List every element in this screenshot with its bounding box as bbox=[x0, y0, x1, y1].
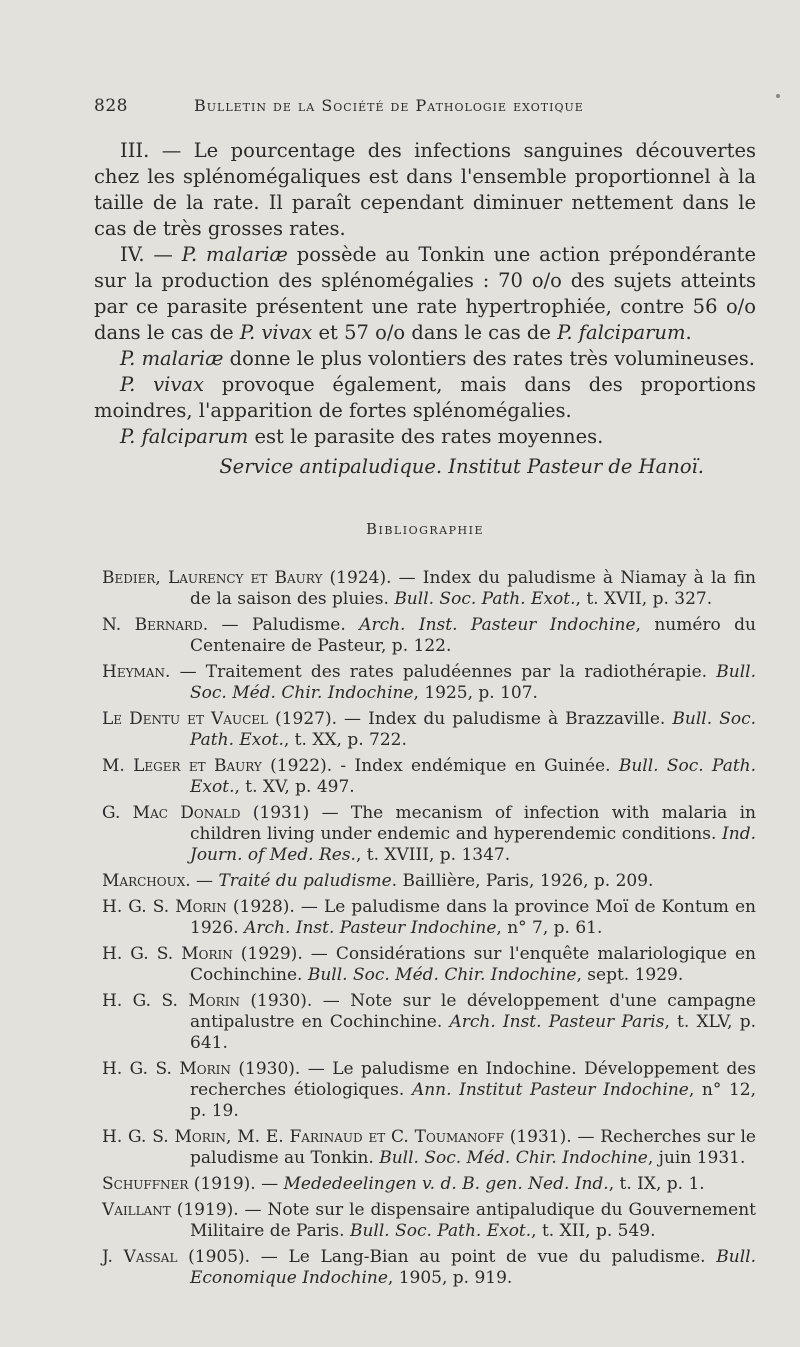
reference-journal: Arch. Inst. Pasteur Indochine bbox=[244, 918, 497, 938]
bibliography-list bbox=[102, 568, 756, 1289]
bibliography-entry bbox=[102, 944, 756, 986]
reference-details: , t. XVII, p. 327. bbox=[575, 589, 713, 609]
reference-details: , t. XVIII, p. 1347. bbox=[355, 845, 511, 865]
reference-text: (1919). — bbox=[188, 1174, 284, 1194]
reference-text: — Paludisme. bbox=[208, 615, 360, 635]
bibliography-entry bbox=[102, 1127, 756, 1169]
bibliography-entry bbox=[102, 871, 756, 892]
reference-journal: Traité du paludisme bbox=[218, 871, 392, 891]
reference-author: Vaillant bbox=[102, 1200, 171, 1220]
reference-text: (1924). — Index du paludisme à Niamay à la fin de la saison des pluies. bbox=[190, 568, 756, 609]
reference-journal: Bull. Soc. Path. Exot. bbox=[190, 756, 757, 797]
bibliography-entry bbox=[102, 615, 756, 657]
reference-author: Heyman. bbox=[102, 662, 171, 682]
reference-journal: Bull. Soc. Méd. Chir. Indochine bbox=[379, 1148, 648, 1168]
reference-author: N. Bernard. bbox=[102, 615, 209, 635]
reference-journal: Bull. Soc. Path. Exot. bbox=[190, 709, 756, 750]
reference-details: , juin 1931. bbox=[647, 1148, 746, 1168]
reference-details: , n° 12, p. 19. bbox=[190, 1080, 756, 1121]
reference-journal: Arch. Inst. Pasteur Paris bbox=[449, 1012, 665, 1032]
reference-author: G. Mac Donald bbox=[102, 803, 241, 823]
reference-author: Schuffner bbox=[102, 1174, 189, 1194]
bibliography-entry bbox=[102, 662, 756, 704]
reference-author: H. G. S. Morin bbox=[102, 897, 227, 917]
reference-author: Le Dentu et Vaucel bbox=[102, 709, 268, 729]
reference-author: M. Leger et Baury bbox=[102, 756, 262, 776]
reference-author: H. G. S. Morin, M. E. Farinaud et C. Toumanoff bbox=[102, 1127, 504, 1147]
reference-author: H. G. S. Morin bbox=[102, 991, 240, 1011]
reference-journal: Bull. Soc. Méd. Chir. Indochine bbox=[190, 662, 756, 703]
reference-details: . Baillière, Paris, 1926, p. 209. bbox=[391, 871, 654, 891]
reference-journal: Mededeelingen v. d. B. gen. Ned. Ind. bbox=[283, 1174, 609, 1194]
bibliography-entry bbox=[102, 756, 756, 798]
reference-details: , n° 7, p. 61. bbox=[496, 918, 603, 938]
bibliography-entry bbox=[102, 803, 756, 866]
reference-journal: Ann. Institut Pasteur Indochine bbox=[411, 1080, 689, 1100]
reference-text: (1922). - Index endémique en Guinée. bbox=[261, 756, 619, 776]
reference-text: (1930). — Note sur le développement d'une campagne antipalustre en Cochinchine. bbox=[190, 991, 756, 1032]
paragraph-iv: IV. — P. malariæ possède au Tonkin une action prépondérante sur la production des splénomégalies : 70 o/o des sujets atteints par ce parasite présentent une rate hypertrophiée, contre 56 o/o dans le cas de P. vivax et 57 o/o dans le cas de P. falciparum. bbox=[94, 243, 756, 344]
bibliography-entry bbox=[102, 991, 756, 1054]
reference-text: (1929). — Considérations sur l'enquête malariologique en Cochinchine. bbox=[190, 944, 756, 985]
reference-journal: Arch. Inst. Pasteur Indochine bbox=[359, 615, 636, 635]
bibliography-entry bbox=[102, 1200, 756, 1242]
bibliography-entry bbox=[102, 897, 756, 939]
paragraph-iii: III. — Le pourcentage des infections sanguines découvertes chez les splénomégaliques est dans l'ensemble proportionnel à la taille de la rate. Il paraît cependant diminuer nettement dans le cas de très grosses rates. bbox=[94, 139, 756, 240]
bibliography-entry bbox=[102, 1174, 756, 1195]
reference-details: , t. XLV, p. 641. bbox=[190, 1012, 756, 1053]
bibliography-title: Bibliographie bbox=[365, 520, 484, 538]
reference-details: , t. XV, p. 497. bbox=[234, 777, 355, 797]
reference-journal: Bull. Economique Indochine bbox=[190, 1247, 756, 1288]
reference-author: Marchoux. bbox=[102, 871, 191, 891]
paragraph-falciparum: P. falciparum est le parasite des rates moyennes. bbox=[120, 425, 604, 448]
reference-journal: Bull. Soc. Path. Exot. bbox=[394, 589, 576, 609]
reference-text: (1931). — Recherches sur le paludisme au Tonkin. bbox=[190, 1127, 756, 1168]
reference-text: (1928). — Le paludisme dans la province Moï de Kontum en 1926. bbox=[190, 897, 756, 938]
reference-details: , t. XII, p. 549. bbox=[531, 1221, 656, 1241]
reference-details: , t. XX, p. 722. bbox=[283, 730, 407, 750]
reference-details: , numéro du Centenaire de Pasteur, p. 122. bbox=[190, 615, 757, 656]
paragraph-vivax: P. vivax provoque également, mais dans des proportions moindres, l'apparition de fortes splénomégalies. bbox=[94, 373, 756, 422]
reference-text: — bbox=[190, 871, 219, 891]
bibliography-entry bbox=[102, 709, 756, 751]
reference-details: , sept. 1929. bbox=[576, 965, 684, 985]
reference-text: (1905). — Le Lang-Bian au point de vue du paludisme. bbox=[177, 1247, 717, 1267]
reference-author: H. G. S. Morin bbox=[102, 1059, 231, 1079]
reference-text: (1931) — The mecanism of infection with malaria in children living under endemic and hyperendemic conditions. bbox=[190, 803, 756, 844]
bibliography-entry bbox=[102, 1247, 756, 1289]
reference-text: — Traitement des rates paludéennes par la radiothérapie. bbox=[170, 662, 717, 682]
reference-author: H. G. S. Morin bbox=[102, 944, 233, 964]
reference-author: Bedier, Laurency et Baury bbox=[102, 568, 323, 588]
running-title: Bulletin de la Société de Pathologie exotique bbox=[194, 96, 584, 115]
reference-details: , 1905, p. 919. bbox=[387, 1268, 513, 1288]
reference-journal: Bull. Soc. Méd. Chir. Indochine bbox=[307, 965, 577, 985]
bibliography-entry bbox=[102, 568, 756, 610]
body-text bbox=[94, 138, 756, 480]
paragraph-malariae: P. malariæ donne le plus volontiers des rates très volumineuses. bbox=[120, 347, 755, 370]
reference-details: , t. IX, p. 1. bbox=[608, 1174, 705, 1194]
reference-text: (1919). — Note sur le dispensaire antipaludique du Gouvernement Militaire de Paris. bbox=[170, 1200, 756, 1241]
reference-journal: Bull. Soc. Path. Exot. bbox=[349, 1221, 532, 1241]
reference-journal: Ind. Journ. of Med. Res. bbox=[190, 824, 756, 865]
signature: Service antipaludique. Institut Pasteur de Hanoï. bbox=[219, 455, 704, 478]
page-number: 828 bbox=[94, 96, 128, 116]
reference-details: , 1925, p. 107. bbox=[413, 683, 538, 703]
bibliography-entry bbox=[102, 1059, 756, 1122]
reference-text: (1927). — Index du paludisme à Brazzaville. bbox=[267, 709, 673, 729]
scan-speck bbox=[776, 94, 780, 98]
reference-text: (1930). — Le paludisme en Indochine. Développement des recherches étiologiques. bbox=[190, 1059, 756, 1100]
reference-author: J. Vassal bbox=[102, 1247, 178, 1267]
running-header bbox=[94, 96, 756, 116]
